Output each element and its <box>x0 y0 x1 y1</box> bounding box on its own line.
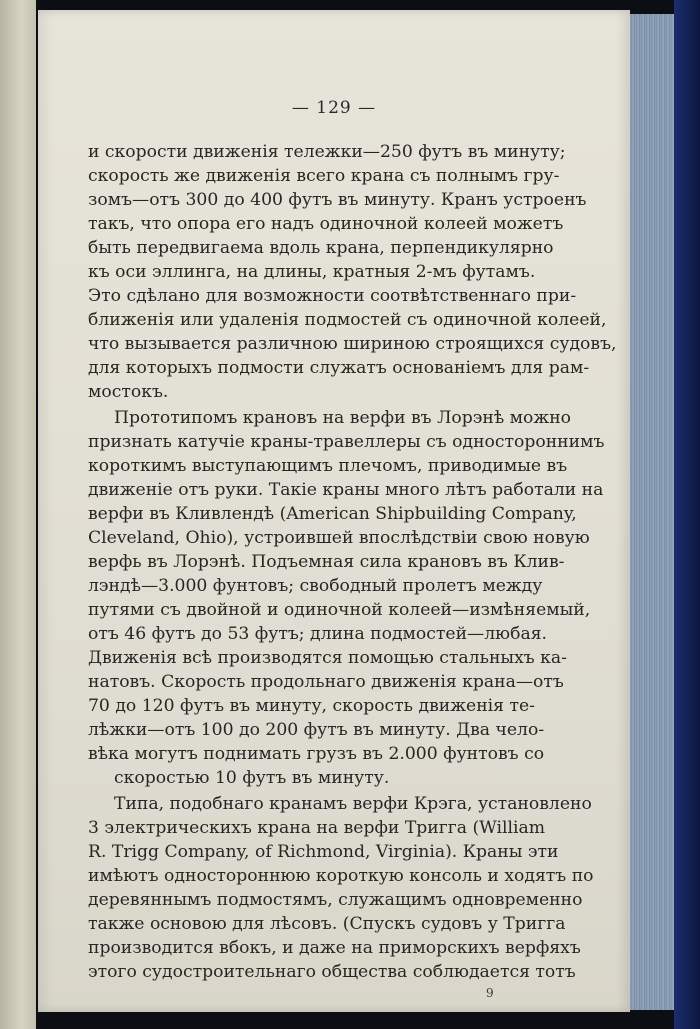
text-line: быть передвигаема вдоль крана, перпендикулярно <box>88 238 554 258</box>
text-line: 70 до 120 футъ въ минуту, скорость движенія те- <box>88 696 535 716</box>
text-line: признать катучіе краны-травеллеры съ одностороннимъ <box>88 432 605 452</box>
text-line: R. Trigg Company, of Richmond, Virginia). Краны эти <box>88 842 559 862</box>
text-line: для которыхъ подмости служатъ основаніемъ для рам- <box>88 358 590 378</box>
book-cover <box>674 0 700 1029</box>
book-page <box>38 10 630 1012</box>
paragraph-start: Прототипомъ крановъ на верфи въ Лорэнѣ можно <box>114 408 571 428</box>
page-block-edge <box>630 14 674 1010</box>
text-line: лѣжки—отъ 100 до 200 футъ въ минуту. Два чело- <box>88 720 545 740</box>
text-line: вѣка могутъ поднимать грузъ въ 2.000 фунтовъ со <box>88 744 545 764</box>
paragraph-start: Типа, подобнаго кранамъ верфи Крэга, установлено <box>114 794 592 814</box>
text-line: верфи въ Кливлендѣ (American Shipbuilding Company, <box>88 504 577 524</box>
text-line: лэндѣ—3.000 фунтовъ; свободный пролетъ между <box>88 576 543 596</box>
text-line: имѣютъ одностороннюю короткую консоль и ходятъ по <box>88 866 594 886</box>
text-line: къ оси эллинга, на длины, кратныя 2-мъ футамъ. <box>88 262 536 282</box>
printer-signature: 9 <box>486 986 494 1000</box>
text-line: Движенія всѣ производятся помощью стальныхъ ка- <box>88 648 567 668</box>
text-line: 3 электрическихъ крана на верфи Тригга (William <box>88 818 546 838</box>
text-line: короткимъ выступающимъ плечомъ, приводимые въ <box>88 456 568 476</box>
text-line: производится вбокъ, и даже на приморскихъ верфяхъ <box>88 938 581 958</box>
text-line: Cleveland, Ohio), устроившей впослѣдствіи свою новую <box>88 528 590 548</box>
text-line: и скорости движенія тележки—250 футъ въ минуту; <box>88 142 566 162</box>
facing-page-edge <box>0 0 36 1029</box>
text-line: ближенія или удаленія подмостей съ одиночной колеей, <box>88 310 607 330</box>
page-number: — 129 — <box>291 98 377 118</box>
text-line: также основою для лѣсовъ. (Спускъ судовъ у Тригга <box>88 914 566 934</box>
text-line: такъ, что опора его надъ одиночной колеей можетъ <box>88 214 564 234</box>
text-line: путями съ двойной и одиночной колеей—измѣняемый, <box>88 600 591 620</box>
text-line: мостокъ. <box>88 382 169 402</box>
text-line: отъ 46 футъ до 53 футъ; длина подмостей—любая. <box>88 624 548 644</box>
text-line: скоростью 10 футъ въ минуту. <box>114 768 390 788</box>
text-line: деревяннымъ подмостямъ, служащимъ одновременно <box>88 890 583 910</box>
text-line: натовъ. Скорость продольнаго движенія крана—отъ <box>88 672 564 692</box>
text-line: верфь въ Лорэнѣ. Подъемная сила крановъ въ Клив- <box>88 552 565 572</box>
text-line: этого судостроительнаго общества соблюдается тотъ <box>88 962 576 982</box>
text-line: движеніе отъ руки. Такіе краны много лѣтъ работали на <box>88 480 604 500</box>
text-line: зомъ—отъ 300 до 400 футъ въ минуту. Кранъ устроенъ <box>88 190 587 210</box>
text-line: Это сдѣлано для возможности соотвѣтственнаго при- <box>88 286 577 306</box>
text-line: что вызывается различною шириною строящихся судовъ, <box>88 334 617 354</box>
text-line: скорость же движенія всего крана съ полнымъ гру- <box>88 166 560 186</box>
